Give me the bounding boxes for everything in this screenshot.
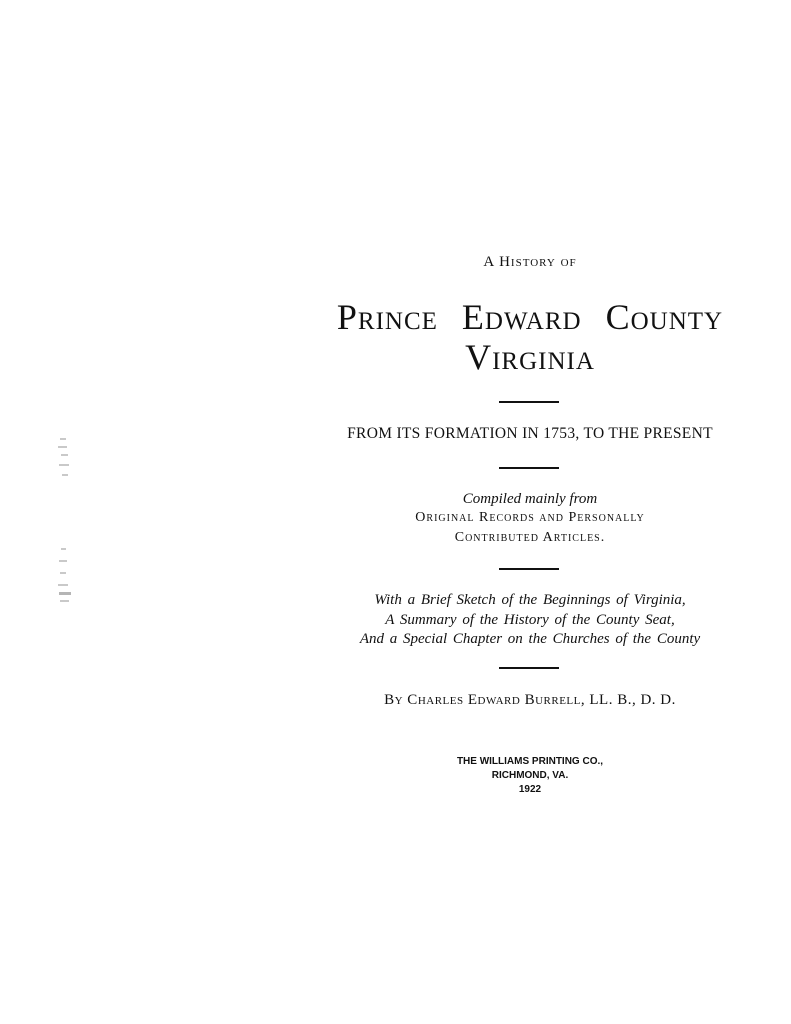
pre-title: A History of (483, 254, 577, 270)
sketch-line-1: With a Brief Sketch of the Beginnings of Virginia, (374, 592, 686, 608)
subtitle: FROM ITS FORMATION IN 1753, TO THE PRESENT (347, 425, 713, 442)
printer-name: THE WILLIAMS PRINTING CO., (456, 756, 604, 767)
divider-rule (499, 667, 559, 669)
author-line: By Charles Edward Burrell, LL. B., D. D. (384, 692, 676, 708)
book-title-line-1: Prince Edward County (336, 297, 724, 337)
compiled-line-2: Original Records and Personally (415, 510, 645, 525)
printer-city: RICHMOND, VA. (491, 770, 569, 781)
book-title-line-2: Virginia (465, 337, 595, 377)
publication-year: 1922 (518, 784, 542, 795)
divider-rule (499, 401, 559, 403)
compiled-line-3: Contributed Articles. (454, 530, 606, 545)
margin-scan-marks (56, 438, 76, 488)
divider-rule (499, 568, 559, 570)
sketch-line-2: A Summary of the History of the County Seat, (385, 612, 675, 628)
compiled-line-1: Compiled mainly from (462, 491, 598, 507)
margin-scan-marks (56, 548, 76, 618)
divider-rule (499, 467, 559, 469)
sketch-line-3: And a Special Chapter on the Churches of the County (359, 631, 701, 647)
